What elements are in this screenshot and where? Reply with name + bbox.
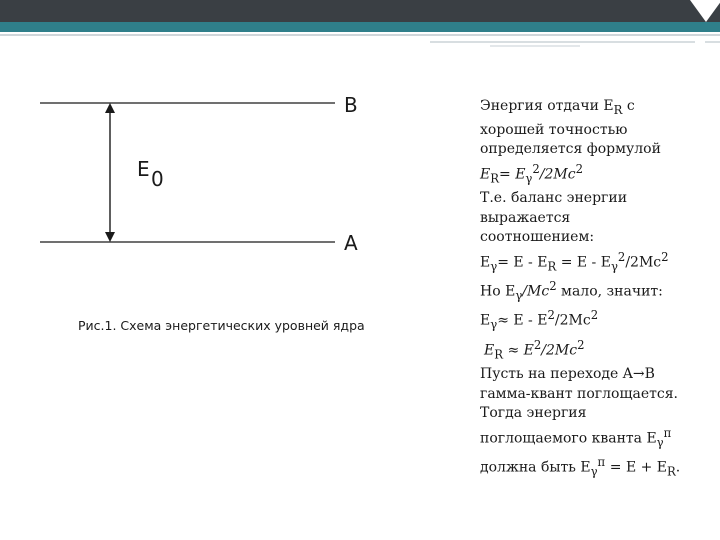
energy-label	[137, 157, 164, 191]
text-line: Т.е. баланс энергии	[480, 190, 628, 207]
level-a-label: A	[344, 231, 358, 255]
text-line: хорошей точностью	[480, 121, 628, 138]
formula-line: $E_\gamma\approx E - E^2/2Mc^2$	[480, 308, 599, 332]
energy-label-sub: 0	[151, 167, 164, 191]
text-line: Энергия отдачи $E_R$ с	[480, 98, 635, 117]
text-line: Пусть на переходе A→B	[480, 365, 655, 382]
text-line: определяется формулой	[480, 141, 661, 158]
formula-line: поглощаемого кванта $E_\gamma^п$	[480, 425, 672, 450]
formula-line: Но $E_\gamma/Mc^2$ мало, значит:	[480, 279, 663, 303]
text-line: соотношением:	[480, 229, 595, 246]
explanation-text	[480, 97, 712, 482]
text-line: гамма-квант поглощается.	[480, 385, 678, 402]
formula-line: $E_\gamma= E - E_R = E - E_\gamma^2/2Mc^2$	[480, 250, 669, 274]
formula-line: $E_R \approx E^2/2Mc^2$	[484, 337, 585, 362]
level-b-label: B	[344, 93, 358, 117]
formula-line: $E_R= E_\gamma^2/2Mc^2$	[480, 161, 584, 186]
text-line: Тогда энергия	[480, 405, 587, 422]
text-line: выражается	[480, 209, 571, 226]
formula-line: должна быть $E_\gamma^п = E + E_R$.	[480, 455, 681, 479]
figure-caption: Рис.1. Схема энергетических уровней ядра	[78, 318, 365, 333]
energy-label-main: E	[137, 157, 150, 181]
